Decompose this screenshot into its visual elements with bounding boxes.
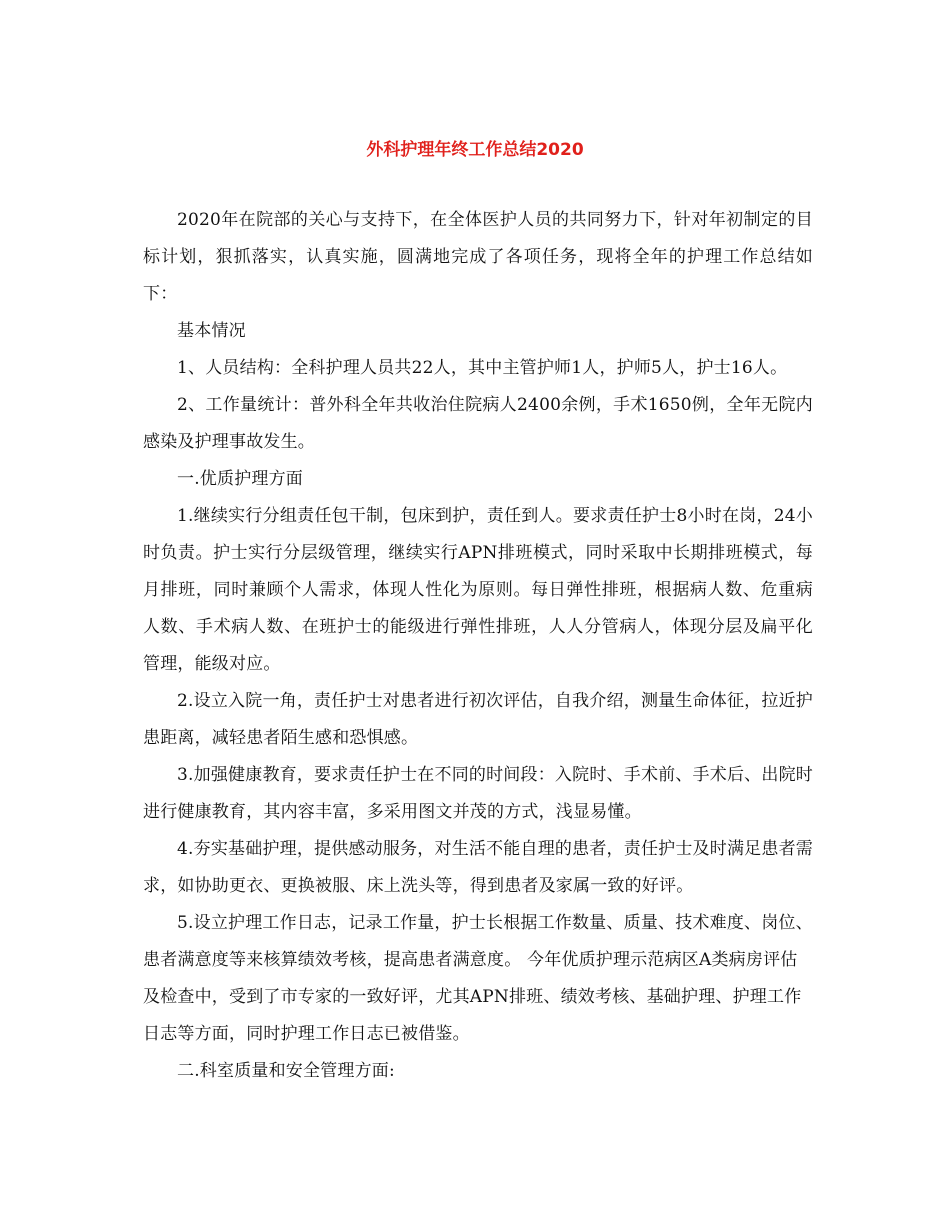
section-heading-safety: 二.科室质量和安全管理方面:: [177, 1061, 395, 1081]
document-title: 外科护理年终工作总结2020: [366, 140, 584, 160]
paragraph-item-1: 1.继续实行分组责任包干制，包床到护，责任到人。要求责任护士8小时在岗，24小时负责。护士实行分层级管理，继续实行APN排班模式，同时采取中长期排班模式，每月排班，同时兼顾个人需求，体现人性化为原则。每日弹性排班，根据病人数、危重病人数、手术病人数、在班护士的能级进行弹性排班，人人分管病人，体现分层及扁平化管理，能级对应。: [143, 506, 813, 674]
paragraph-staffing: 1、人员结构：全科护理人员共22人，其中主管护师1人，护师5人，护士16人。: [177, 358, 788, 378]
paragraph-intro: 2020年在院部的关心与支持下，在全体医护人员的共同努力下，针对年初制定的目标计划，狠抓落实，认真实施，圆满地完成了各项任务，现将全年的护理工作总结如下：: [143, 210, 813, 304]
paragraph-item-3: 3.加强健康教育，要求责任护士在不同的时间段：入院时、手术前、手术后、出院时进行健康教育，其内容丰富，多采用图文并茂的方式，浅显易懂。: [143, 765, 813, 822]
paragraph-item-5: 5.设立护理工作日志，记录工作量，护士长根据工作数量、质量、技术难度、岗位、患者满意度等来核算绩效考核，提高患者满意度。 今年优质护理示范病区A类病房评估及检查中，受到了市专家的一致好评，尤其APN排班、绩效考核、基础护理、护理工作日志等方面，同时护理工作日志已被借鉴。: [143, 913, 813, 1044]
paragraph-workload: 2、工作量统计：普外科全年共收治住院病人2400余例，手术1650例，全年无院内感染及护理事故发生。: [143, 395, 813, 452]
document-body: [143, 202, 813, 1090]
section-heading-basic: 基本情况: [177, 321, 246, 341]
paragraph-item-2: 2.设立入院一角，责任护士对患者进行初次评估，自我介绍，测量生命体征，拉近护患距离，减轻患者陌生感和恐惧感。: [143, 691, 813, 748]
section-heading-quality-care: 一.优质护理方面: [177, 469, 304, 489]
paragraph-item-4: 4.夯实基础护理，提供感动服务，对生活不能自理的患者，责任护士及时满足患者需求，如协助更衣、更换被服、床上洗头等，得到患者及家属一致的好评。: [143, 839, 813, 896]
